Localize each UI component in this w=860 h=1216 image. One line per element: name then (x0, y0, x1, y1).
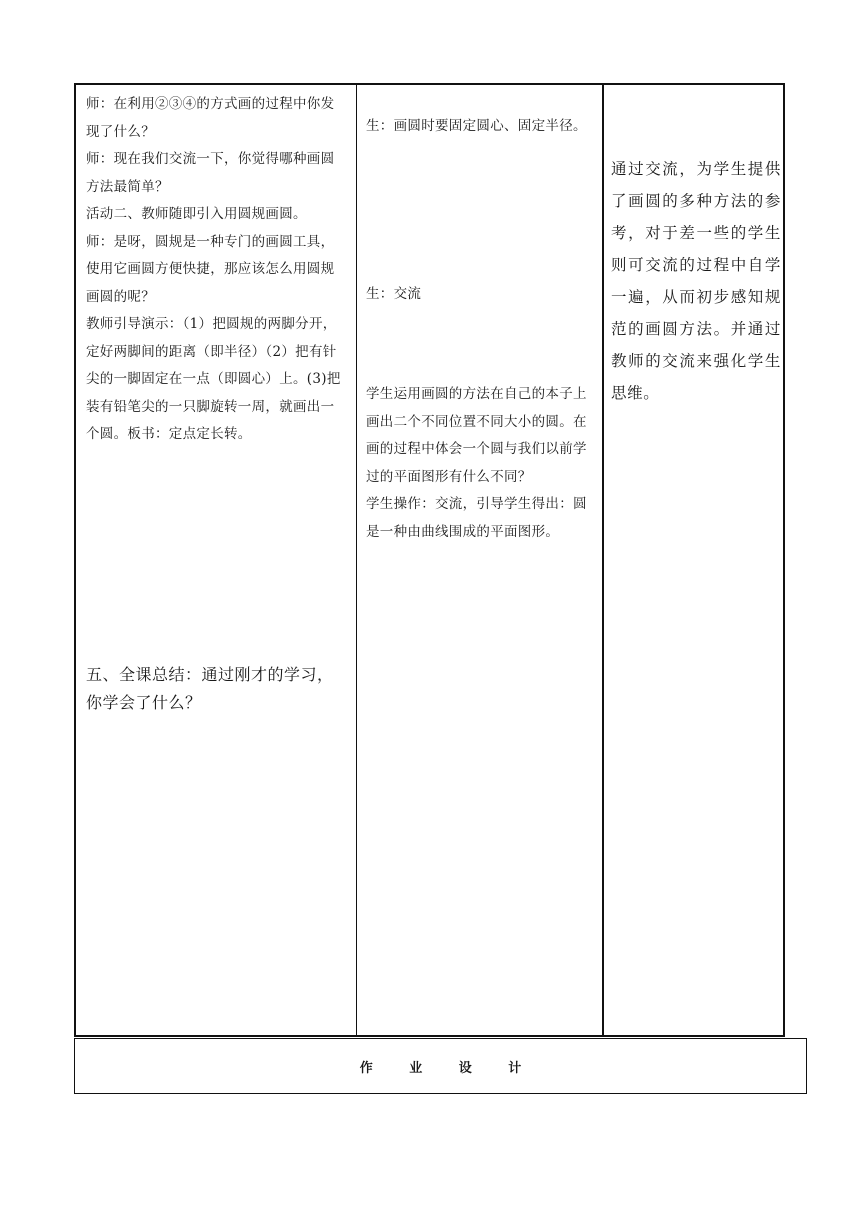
homework-design-row (74, 1038, 807, 1094)
design-intent-column (604, 85, 785, 1035)
lesson-summary-heading: 五、全课总结：通过刚才的学习，你学会了什么？ (86, 665, 334, 712)
teacher-line-1: 师：在利用②③④的方式画的过程中你发现了什么？ (86, 96, 335, 140)
student-response-1: 生：画圆时要固定圆心、固定半径。 (366, 118, 587, 134)
teacher-activity-text (86, 91, 348, 449)
homework-design-title: 作 业 设 计 (359, 1060, 538, 1076)
teacher-line-2: 师：现在我们交流一下，你觉得哪种画圆方法最简单？ (86, 151, 335, 195)
teacher-line-5: 教师引导演示：（1）把圆规的两脚分开，定好两脚间的距离（即半径）（2）把有针尖的一脚固定在一点（即圆心）上。(3)把装有铅笔尖的一只脚旋转一周，就画出一个圆。板书：定点定长转。 (86, 316, 341, 442)
lesson-table (74, 83, 785, 1037)
design-intent-text: 通过交流，为学生提供了画圆的多种方法的参考，对于差一些的学生则可交流的过程中自学一遍，从而初步感知规范的画圆方法。并通过教师的交流来强化学生思维。 (611, 160, 781, 402)
teacher-line-3: 活动二、教师随即引入用圆规画圆。 (86, 206, 307, 222)
student-practice-para-2: 学生操作：交流，引导学生得出：圆是一种由曲线围成的平面图形。 (366, 496, 587, 540)
student-activity-column (357, 85, 604, 1035)
student-response-2: 生：交流 (366, 286, 422, 302)
student-practice-text (366, 381, 600, 546)
teacher-line-4: 师：是呀，圆规是一种专门的画圆工具，使用它画圆方便快捷，那应该怎么用圆规画圆的呢？ (86, 233, 335, 305)
teacher-activity-column (76, 85, 357, 1035)
student-practice-para-1: 学生运用画圆的方法在自己的本子上画出二个不同位置不同大小的圆。在画的过程中体会一个圆与我们以前学过的平面图形有什么不同？ (366, 386, 587, 485)
